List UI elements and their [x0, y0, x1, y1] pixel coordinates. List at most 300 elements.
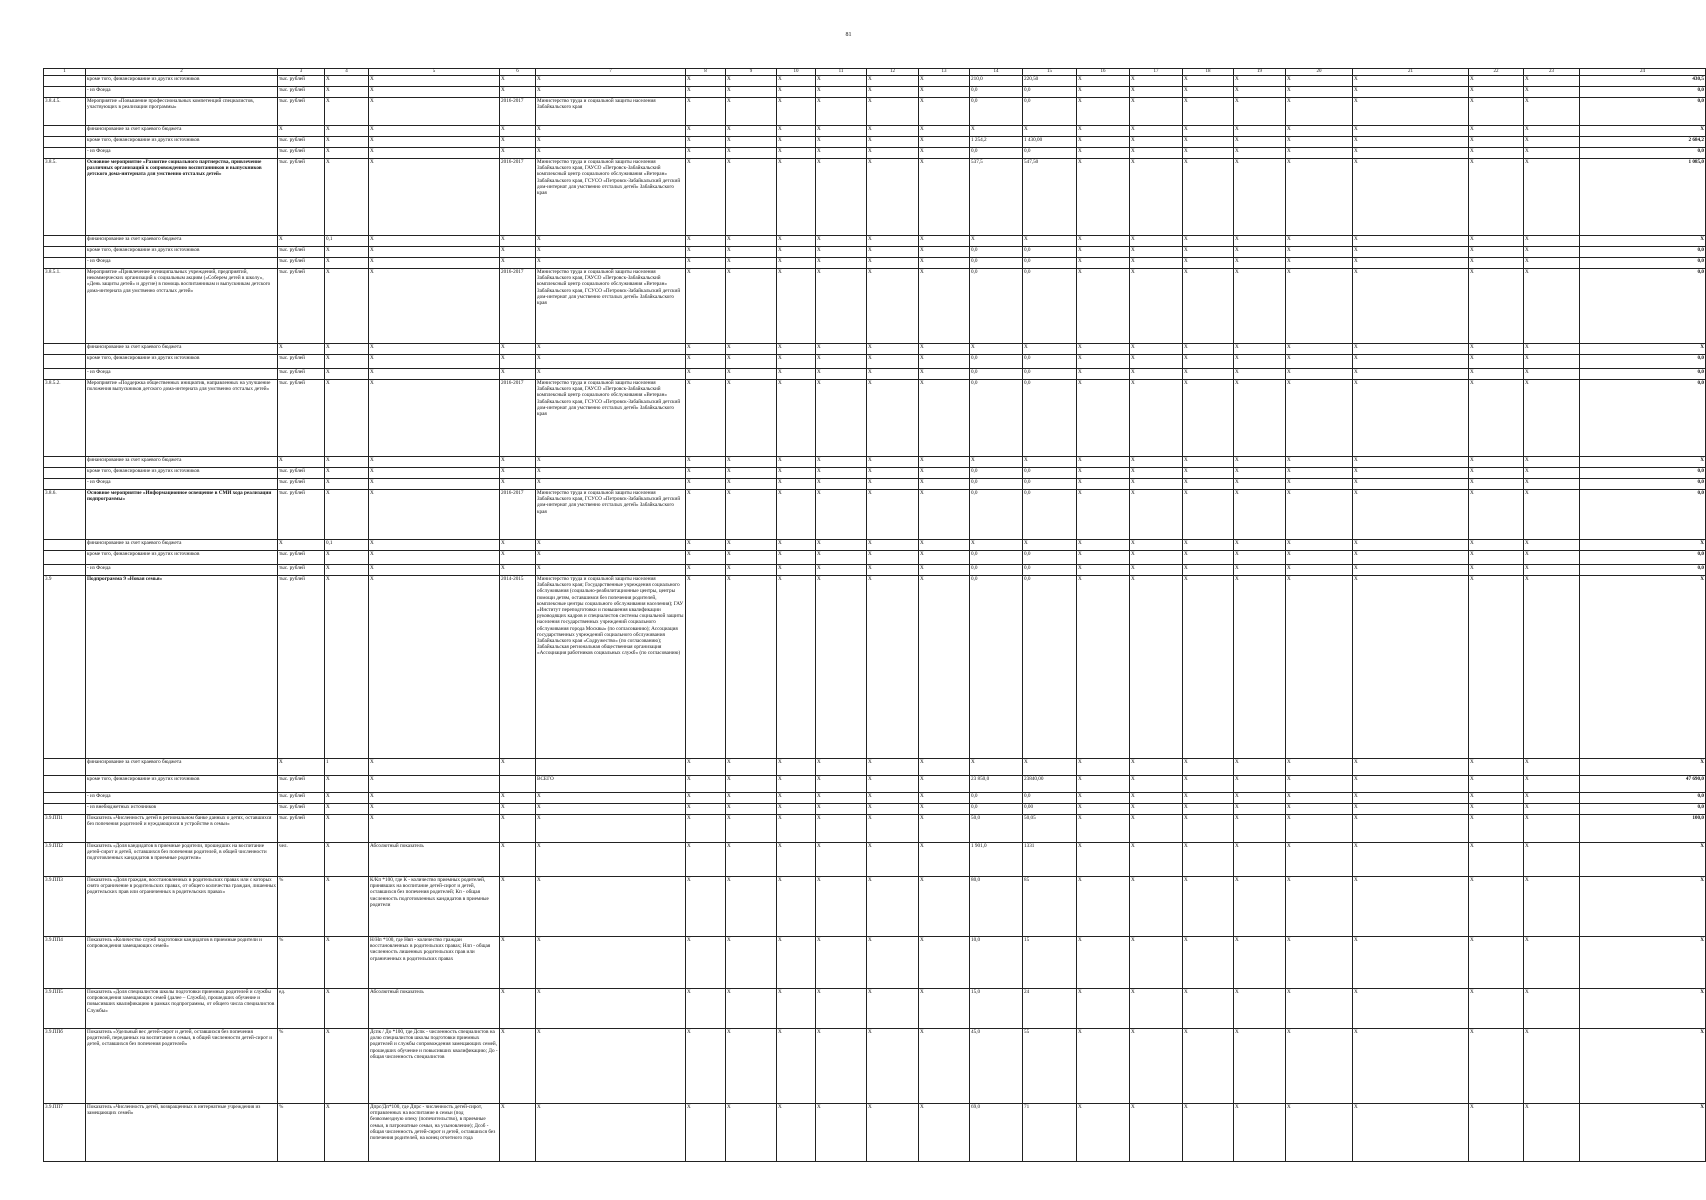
row-total: 0,0: [1580, 148, 1706, 159]
table-cell: X: [816, 159, 867, 236]
table-cell: X: [1183, 98, 1234, 126]
table-cell: X: [919, 776, 970, 793]
table-cell: X: [536, 137, 686, 148]
table-cell: 0,0: [970, 804, 1023, 815]
table-cell: X: [1077, 76, 1130, 87]
row-code: [44, 540, 86, 551]
table-cell: 0,0: [970, 355, 1023, 369]
table-cell: X: [726, 1104, 777, 1162]
table-cell: X: [1469, 98, 1524, 126]
table-cell: тыс. рублей: [278, 479, 325, 490]
table-cell: X: [867, 937, 919, 989]
table-cell: X: [686, 98, 726, 126]
table-cell: X: [1234, 457, 1286, 468]
table-cell: X: [816, 355, 867, 369]
row-total: 0,0: [1580, 380, 1706, 457]
table-cell: X: [686, 776, 726, 793]
table-cell: тыс. рублей: [278, 269, 325, 344]
table-cell: 0,0: [970, 576, 1023, 759]
table-cell: 0,0: [970, 98, 1023, 126]
table-cell: X: [686, 1029, 726, 1104]
row-code: [44, 369, 86, 380]
row-name: Основное мероприятие «Развитие социального партнерства, привлечение различных организаций к сопровождению воспитанников и выпускников детского дома-интерната для умственно отсталых детей»: [86, 159, 278, 236]
table-cell: X: [1469, 369, 1524, 380]
row-total: 2 684,2: [1580, 137, 1706, 148]
table-cell: X: [369, 126, 500, 137]
table-cell: X: [686, 159, 726, 236]
row-total: 0,0: [1580, 98, 1706, 126]
table-cell: тыс. рублей: [278, 87, 325, 98]
table-cell: X: [970, 457, 1023, 468]
table-cell: X: [867, 137, 919, 148]
table-cell: X: [325, 457, 369, 468]
table-cell: X: [1234, 76, 1286, 87]
table-cell: X: [1234, 468, 1286, 479]
table-cell: X: [686, 804, 726, 815]
table-cell: X: [777, 1104, 816, 1162]
table-cell: X: [919, 843, 970, 877]
table-cell: X: [919, 344, 970, 355]
table-cell: тыс. рублей: [278, 793, 325, 804]
table-cell: X: [1077, 369, 1130, 380]
table-cell: X: [919, 759, 970, 776]
table-cell: %: [278, 877, 325, 937]
table-cell: X: [686, 877, 726, 937]
table-cell: X: [1077, 355, 1130, 369]
table-cell: X: [919, 1029, 970, 1104]
table-cell: X: [1286, 355, 1353, 369]
table-cell: X: [777, 937, 816, 989]
row-name: финансирование за счет краевого бюджета: [86, 759, 278, 776]
table-cell: 0,0: [1023, 247, 1077, 258]
table-cell: тыс. рублей: [278, 551, 325, 565]
table-cell: X: [1469, 793, 1524, 804]
table-cell: X: [867, 540, 919, 551]
table-row: [44, 1029, 1706, 1104]
table-cell: X: [325, 565, 369, 576]
row-total: 0,0: [1580, 468, 1706, 479]
table-cell: X: [777, 490, 816, 540]
table-cell: X: [1353, 344, 1469, 355]
row-code: [44, 776, 86, 793]
table-row: [44, 490, 1706, 540]
table-cell: X: [325, 815, 369, 843]
table-cell: X: [686, 148, 726, 159]
table-cell: X: [867, 815, 919, 843]
table-cell: тыс. рублей: [278, 490, 325, 540]
table-cell: X: [1234, 269, 1286, 344]
table-cell: 0,0: [1023, 490, 1077, 540]
table-cell: X: [500, 1104, 536, 1162]
table-cell: X: [816, 540, 867, 551]
table-cell: X: [1077, 98, 1130, 126]
row-total: 0,0: [1580, 490, 1706, 540]
table-cell: X: [1524, 540, 1580, 551]
table-cell: X: [500, 877, 536, 937]
table-cell: X: [1130, 937, 1183, 989]
table-cell: X: [777, 369, 816, 380]
table-cell: X: [867, 355, 919, 369]
table-cell: X: [1353, 937, 1469, 989]
table-cell: X: [919, 137, 970, 148]
row-code: 3.9: [44, 576, 86, 759]
table-cell: X: [1130, 258, 1183, 269]
table-cell: X: [325, 355, 369, 369]
table-cell: X: [1353, 159, 1469, 236]
row-code: 3.8.6.: [44, 490, 86, 540]
table-cell: X: [867, 159, 919, 236]
column-number: 20: [1286, 69, 1353, 76]
table-cell: X: [500, 843, 536, 877]
table-cell: X: [1077, 540, 1130, 551]
table-cell: X: [1183, 804, 1234, 815]
table-cell: X: [325, 137, 369, 148]
table-cell: X: [970, 126, 1023, 137]
table-cell: X: [536, 804, 686, 815]
table-cell: X: [1286, 269, 1353, 344]
table-cell: X: [1286, 576, 1353, 759]
row-code: [44, 87, 86, 98]
table-cell: X: [1524, 989, 1580, 1029]
table-cell: X: [1469, 344, 1524, 355]
table-cell: X: [686, 137, 726, 148]
table-cell: X: [777, 344, 816, 355]
table-cell: X: [1286, 551, 1353, 565]
table-cell: X: [1130, 236, 1183, 247]
table-cell: ед.: [278, 989, 325, 1029]
table-cell: чел.: [278, 843, 325, 877]
table-cell: X: [1183, 369, 1234, 380]
table-cell: X: [1469, 236, 1524, 247]
row-code: [44, 236, 86, 247]
table-cell: X: [867, 877, 919, 937]
table-cell: X: [867, 344, 919, 355]
table-cell: X: [1023, 344, 1077, 355]
table-cell: X: [536, 468, 686, 479]
row-total: X: [1580, 989, 1706, 1029]
column-number-row: [44, 69, 1706, 76]
table-row: [44, 369, 1706, 380]
table-cell: X: [1353, 989, 1469, 1029]
table-cell: X: [919, 355, 970, 369]
table-cell: X: [686, 355, 726, 369]
table-cell: X: [1469, 877, 1524, 937]
row-total: 430,5: [1580, 76, 1706, 87]
table-cell: X: [369, 793, 500, 804]
row-name: Мероприятие «Поддержка общественных инициатив, направленных на улучшение положения выпускников детского дома-интерната для умственно отсталых детей»: [86, 380, 278, 457]
table-cell: X: [1469, 159, 1524, 236]
table-cell: 0,0: [1023, 87, 1077, 98]
row-code: [44, 457, 86, 468]
table-cell: X: [1353, 565, 1469, 576]
table-cell: X: [536, 479, 686, 490]
table-cell: X: [1130, 76, 1183, 87]
table-cell: X: [867, 269, 919, 344]
table-cell: 0,0: [1023, 479, 1077, 490]
table-cell: X: [686, 540, 726, 551]
table-row: [44, 98, 1706, 126]
table-cell: X: [325, 937, 369, 989]
table-cell: X: [919, 815, 970, 843]
table-cell: X: [1077, 479, 1130, 490]
table-cell: X: [726, 565, 777, 576]
table-row: [44, 793, 1706, 804]
row-name: - из Фонда: [86, 148, 278, 159]
table-cell: X: [1469, 540, 1524, 551]
table-cell: тыс. рублей: [278, 258, 325, 269]
table-cell: X: [1286, 1029, 1353, 1104]
table-cell: X: [1234, 344, 1286, 355]
table-cell: X: [919, 540, 970, 551]
table-cell: X: [1353, 468, 1469, 479]
row-code: [44, 355, 86, 369]
table-cell: X: [536, 551, 686, 565]
column-number: 23: [1524, 69, 1580, 76]
table-cell: X: [867, 989, 919, 1029]
table-cell: X: [816, 258, 867, 269]
table-cell: ВСЕГО: [536, 776, 686, 793]
table-cell: 2016-2017: [500, 380, 536, 457]
table-cell: X: [777, 776, 816, 793]
table-cell: X: [1234, 1029, 1286, 1104]
table-cell: X: [369, 98, 500, 126]
table-cell: тыс. рублей: [278, 247, 325, 258]
table-cell: X: [278, 236, 325, 247]
table-cell: X: [1524, 380, 1580, 457]
table-cell: X: [369, 380, 500, 457]
table-cell: X: [686, 87, 726, 98]
table-cell: X: [726, 479, 777, 490]
table-cell: тыс. рублей: [278, 576, 325, 759]
row-name: Основное мероприятие «Информационное освещение в СМИ хода реализации подпрограммы»: [86, 490, 278, 540]
table-cell: X: [500, 793, 536, 804]
row-name: кроме того, финансирование из других источников: [86, 468, 278, 479]
table-cell: X: [1524, 269, 1580, 344]
table-cell: X: [1469, 937, 1524, 989]
table-cell: X: [1524, 815, 1580, 843]
table-cell: X: [1130, 804, 1183, 815]
table-cell: X: [816, 937, 867, 989]
table-cell: X: [726, 457, 777, 468]
table-cell: X: [1183, 540, 1234, 551]
table-cell: X: [777, 565, 816, 576]
table-cell: X: [1286, 989, 1353, 1029]
table-cell: X: [278, 759, 325, 776]
table-cell: X: [777, 355, 816, 369]
table-row: [44, 776, 1706, 793]
table-cell: X: [686, 1104, 726, 1162]
row-code: [44, 258, 86, 269]
table-cell: X: [816, 344, 867, 355]
table-cell: X: [1353, 576, 1469, 759]
row-code: 3.9.ПП4: [44, 937, 86, 989]
table-cell: X: [1469, 759, 1524, 776]
table-cell: тыс. рублей: [278, 815, 325, 843]
table-body: [44, 69, 1706, 1162]
table-cell: Министерство труда и социальной защиты населения Забайкальского края: [536, 98, 686, 126]
table-cell: 0,0: [970, 565, 1023, 576]
table-cell: X: [686, 269, 726, 344]
table-cell: X: [726, 236, 777, 247]
table-cell: X: [1130, 551, 1183, 565]
column-number: 17: [1130, 69, 1183, 76]
table-row: [44, 937, 1706, 989]
table-cell: X: [867, 479, 919, 490]
table-cell: 0,0: [1023, 369, 1077, 380]
row-total: 1 085,0: [1580, 159, 1706, 236]
table-cell: X: [816, 490, 867, 540]
table-cell: X: [325, 269, 369, 344]
table-cell: X: [919, 989, 970, 1029]
table-cell: X: [777, 87, 816, 98]
table-cell: X: [816, 793, 867, 804]
table-cell: X: [867, 380, 919, 457]
table-cell: X: [500, 457, 536, 468]
table-cell: X: [1077, 457, 1130, 468]
table-cell: X: [1077, 159, 1130, 236]
table-cell: X: [1286, 565, 1353, 576]
row-name: финансирование за счет краевого бюджета: [86, 540, 278, 551]
table-cell: X: [1077, 877, 1130, 937]
row-total: X: [1580, 236, 1706, 247]
table-cell: X: [500, 87, 536, 98]
table-cell: X: [1469, 843, 1524, 877]
table-cell: X: [369, 247, 500, 258]
row-total: 47 690,0: [1580, 776, 1706, 793]
table-cell: X: [325, 490, 369, 540]
row-code: [44, 565, 86, 576]
table-cell: 210,0: [970, 76, 1023, 87]
column-number: 21: [1353, 69, 1469, 76]
row-name: - из Фонда: [86, 369, 278, 380]
table-cell: X: [686, 989, 726, 1029]
table-cell: X: [1183, 457, 1234, 468]
table-cell: тыс. рублей: [278, 76, 325, 87]
row-code: [44, 793, 86, 804]
table-cell: X: [1286, 490, 1353, 540]
table-cell: X: [816, 76, 867, 87]
table-cell: 23840,00: [1023, 776, 1077, 793]
table-cell: 15,0: [970, 989, 1023, 1029]
table-cell: X: [919, 576, 970, 759]
table-cell: X: [1353, 540, 1469, 551]
table-cell: X: [816, 843, 867, 877]
table-cell: Абсолютный показатель: [369, 989, 500, 1029]
table-cell: 24: [1023, 989, 1077, 1029]
table-cell: X: [726, 137, 777, 148]
table-cell: X: [777, 247, 816, 258]
table-cell: X: [777, 877, 816, 937]
table-cell: X: [1183, 843, 1234, 877]
table-row: [44, 843, 1706, 877]
table-cell: X: [325, 87, 369, 98]
table-cell: X: [867, 1029, 919, 1104]
table-cell: X: [1130, 380, 1183, 457]
table-cell: X: [919, 380, 970, 457]
table-cell: X: [500, 937, 536, 989]
table-cell: X: [777, 479, 816, 490]
table-cell: X: [1469, 479, 1524, 490]
table-cell: X: [777, 468, 816, 479]
table-cell: X: [1183, 236, 1234, 247]
table-cell: X: [1524, 137, 1580, 148]
table-row: [44, 468, 1706, 479]
table-cell: X: [1234, 236, 1286, 247]
table-cell: X: [777, 793, 816, 804]
table-cell: X: [1286, 380, 1353, 457]
table-cell: X: [1353, 1104, 1469, 1162]
row-total: X: [1580, 1104, 1706, 1162]
row-total: X: [1580, 344, 1706, 355]
table-cell: X: [686, 369, 726, 380]
table-cell: X: [1469, 126, 1524, 137]
table-row: [44, 457, 1706, 468]
table-cell: X: [1469, 269, 1524, 344]
table-cell: X: [1524, 479, 1580, 490]
table-cell: 23 850,0: [970, 776, 1023, 793]
table-cell: X: [726, 269, 777, 344]
table-cell: X: [867, 1104, 919, 1162]
table-cell: 0,0: [1023, 468, 1077, 479]
table-cell: X: [500, 804, 536, 815]
table-cell: X: [1286, 369, 1353, 380]
table-cell: 85: [1023, 877, 1077, 937]
table-cell: X: [1353, 369, 1469, 380]
row-total: 0,0: [1580, 247, 1706, 258]
column-number: 8: [686, 69, 726, 76]
table-cell: 0,0: [1023, 565, 1077, 576]
column-number: 3: [278, 69, 325, 76]
table-cell: X: [816, 815, 867, 843]
row-code: 3.9.ПП2: [44, 843, 86, 877]
row-name: Показатель «Численность детей, возвращенных в интернатные учреждения из замещающих семей»: [86, 1104, 278, 1162]
table-cell: X: [1130, 843, 1183, 877]
table-cell: X: [726, 804, 777, 815]
table-cell: X: [500, 148, 536, 159]
table-cell: X: [1130, 793, 1183, 804]
table-cell: X: [536, 565, 686, 576]
row-name: - из Фонда: [86, 87, 278, 98]
row-name: кроме того, финансирование из других источников: [86, 355, 278, 369]
table-cell: 50,0: [970, 815, 1023, 843]
row-total: X: [1580, 1029, 1706, 1104]
table-cell: X: [1234, 576, 1286, 759]
table-cell: X: [1469, 468, 1524, 479]
table-cell: X: [726, 540, 777, 551]
table-cell: X: [1130, 148, 1183, 159]
table-cell: X: [1469, 989, 1524, 1029]
table-cell: X: [1023, 759, 1077, 776]
table-cell: X: [867, 759, 919, 776]
table-cell: X: [500, 126, 536, 137]
table-cell: X: [777, 989, 816, 1029]
table-row: [44, 565, 1706, 576]
table-cell: X: [500, 76, 536, 87]
table-cell: X: [1469, 1104, 1524, 1162]
table-cell: 71: [1023, 1104, 1077, 1162]
table-cell: тыс. рублей: [278, 380, 325, 457]
table-cell: X: [970, 540, 1023, 551]
table-cell: X: [1234, 815, 1286, 843]
table-cell: X: [1183, 565, 1234, 576]
table-cell: тыс. рублей: [278, 159, 325, 236]
table-cell: 537,5: [970, 159, 1023, 236]
table-cell: X: [1023, 236, 1077, 247]
table-cell: X: [1469, 551, 1524, 565]
table-cell: X: [369, 551, 500, 565]
table-cell: X: [1183, 576, 1234, 759]
table-cell: X: [1524, 344, 1580, 355]
